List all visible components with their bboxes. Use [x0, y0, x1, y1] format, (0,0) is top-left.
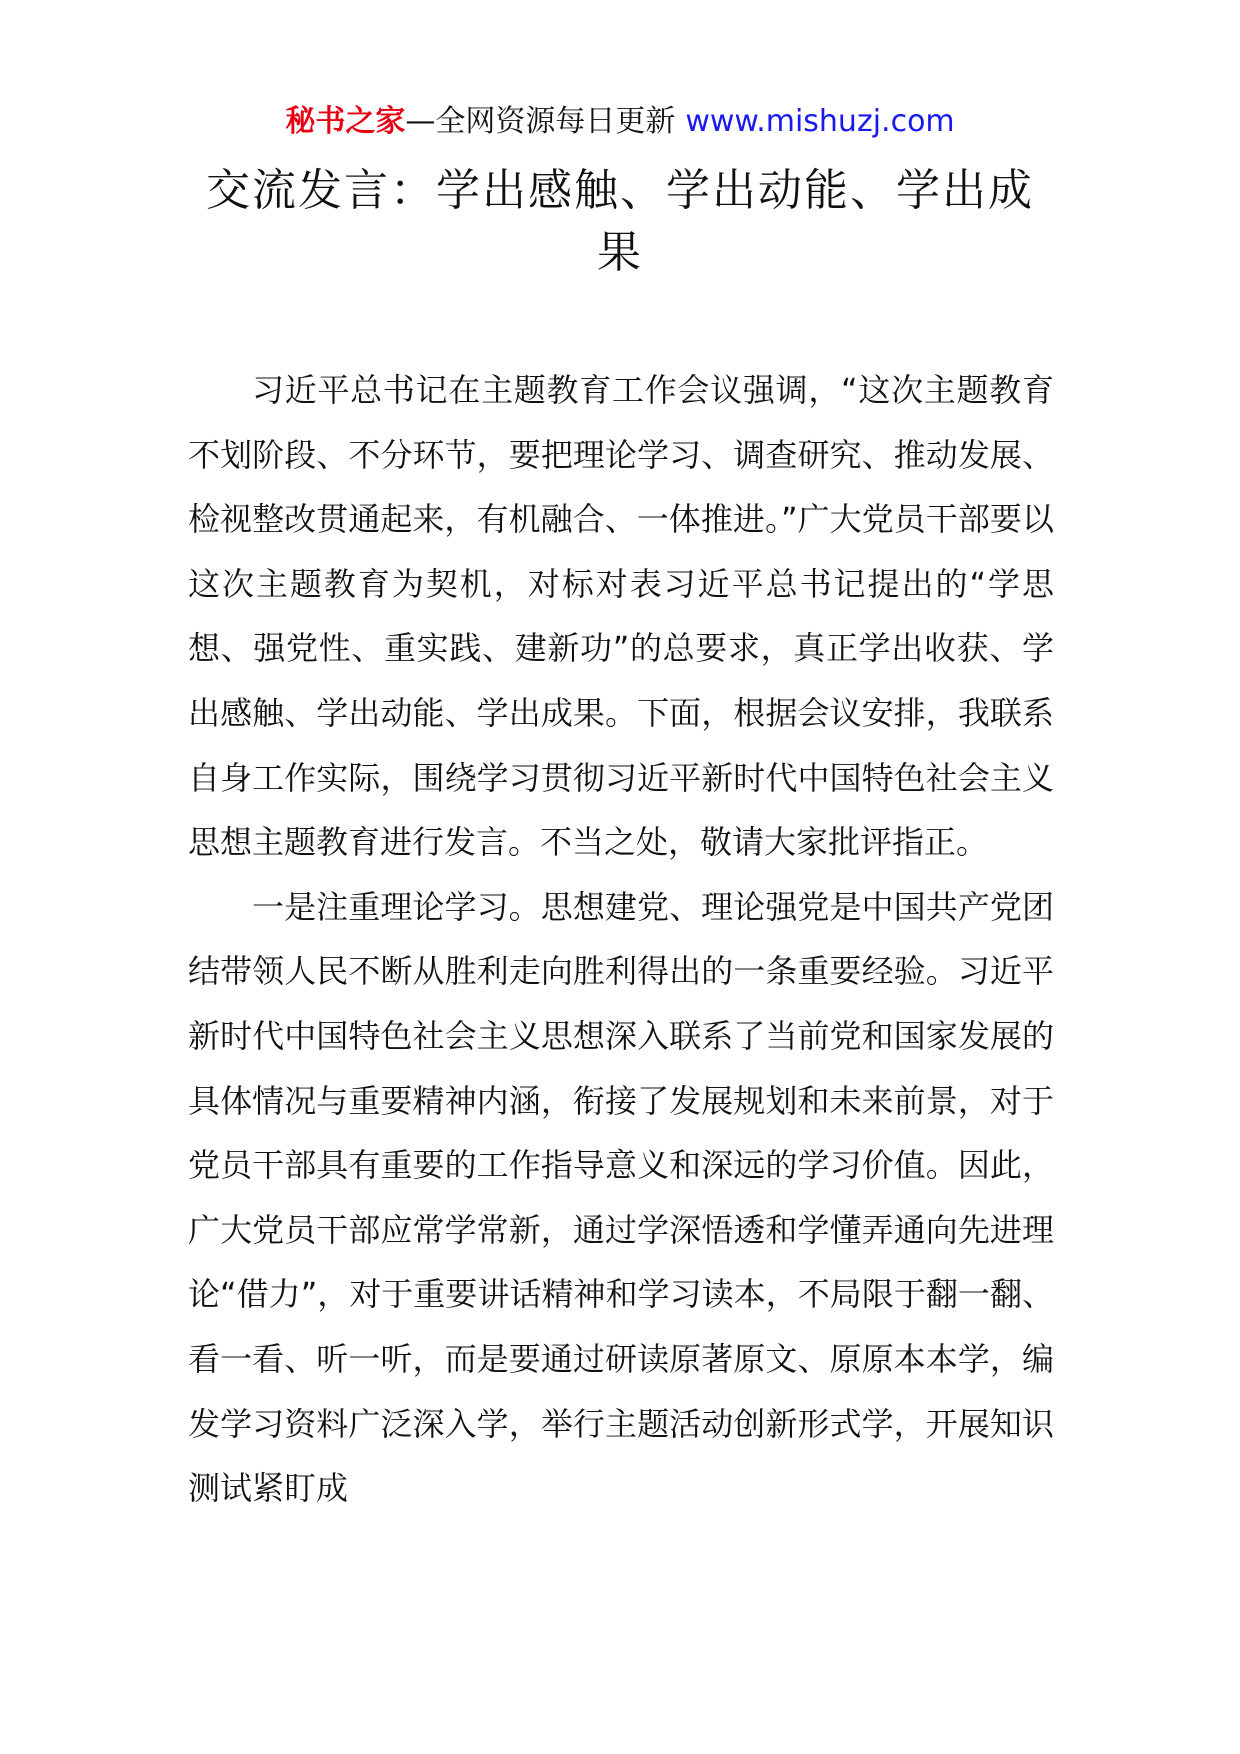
paragraph-text: 思想建党、理论强党是中国共产党团结带领人民不断从胜利走向胜利得出的一条重要经验。习近平新时代中国特色社会主义思想深入联系了当前党和国家发展的具体情况与重要精神内涵，衔接了发展规划和未来前景，对于党员干部具有重要的工作指导意义和深远的学习价值。因此，广大党员干部应常学常新，通过学深悟透和学懂弄通向先进理论“借力”，对于重要讲话精神和学习读本，不局限于翻一翻、看一看、听一听，而是要通过研读原著原文、原原本本学，编发学习资料广泛深入学，举行主题活动创新形式学，开展知识测试紧盯成: [188, 887, 1054, 1508]
paragraph-text: 习近平总书记在主题教育工作会议强调，“这次主题教育不划阶段、不分环节，要把理论学习、调查研究、推动发展、检视整改贯通起来，有机融合、一体推进。”广大党员干部要以这次主题教育为契机，对标对表习近平总书记提出的“学思想、强党性、重实践、建新功”的总要求，真正学出收获、学出感触、学出动能、学出成果。下面，根据会议安排，我联系自身工作实际，围绕学习贯彻习近平新时代中国特色社会主义思想主题教育进行发言。不当之处，敬请大家批评指正。: [188, 371, 1054, 862]
paragraph-theory-study: [188, 875, 1054, 1521]
document-body: [188, 358, 1054, 1521]
document-title: 交流发言：学出感触、学出动能、学出成果: [206, 165, 1034, 278]
paragraph-intro: [188, 358, 1054, 875]
site-url-link[interactable]: www.mishuzj.com: [685, 104, 955, 139]
header-tagline: —全网资源每日更新: [405, 104, 676, 139]
brand-name: 秘书之家: [285, 104, 406, 139]
paragraph-lead: 一是注重理论学习。: [252, 887, 541, 926]
header-banner: [0, 100, 1240, 144]
